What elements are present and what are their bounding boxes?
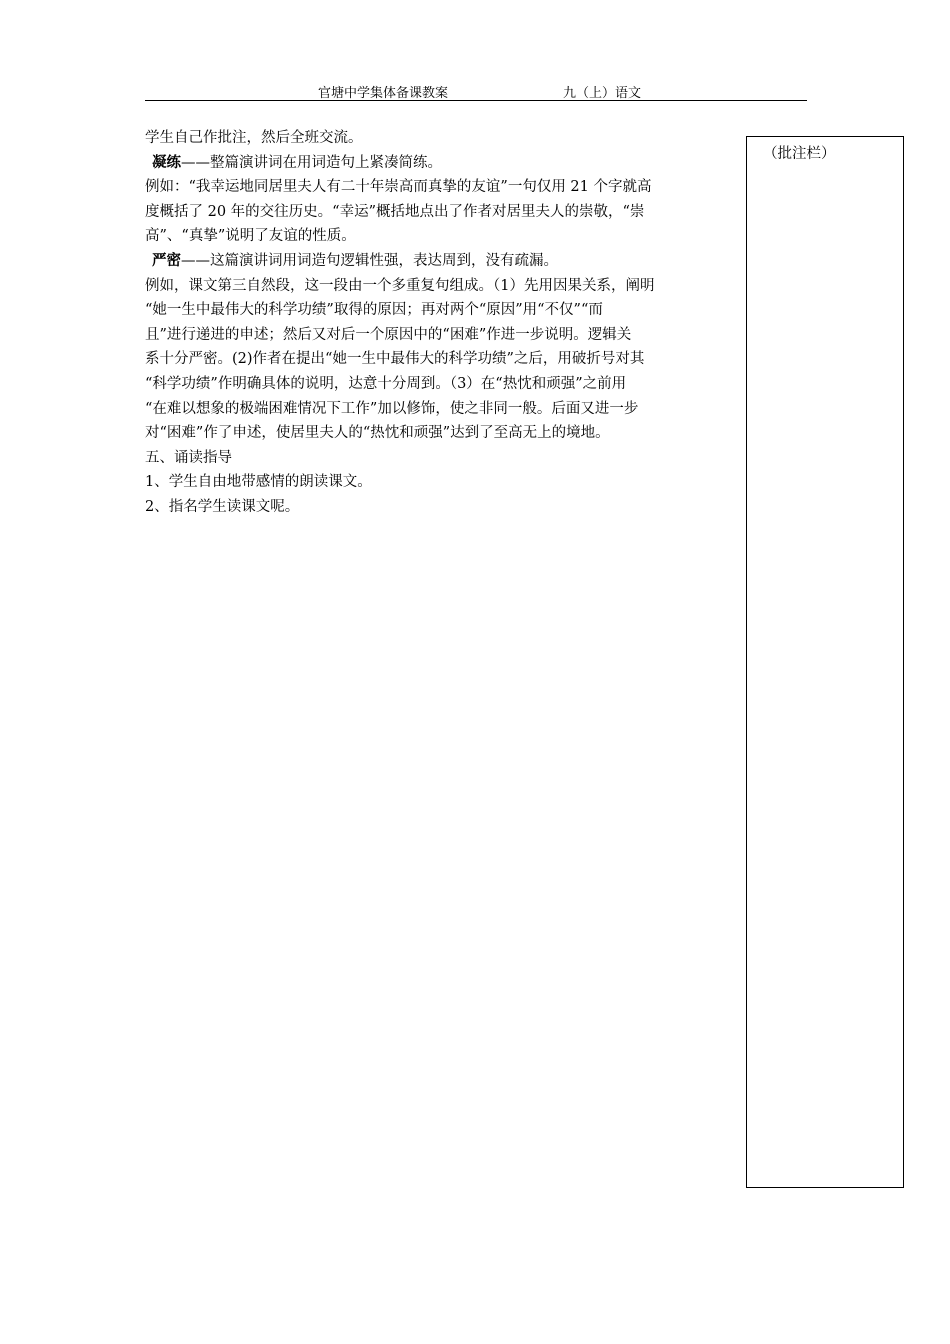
page-header [145, 80, 807, 101]
text-line: 系十分严密。(2)作者在提出“她一生中最伟大的科学功绩”之后，用破折号对其 [145, 351, 645, 368]
text-line: 例如：“我幸运地同居里夫人有二十年崇高而真挚的友谊”一句仅用 21 个字就高 [145, 179, 652, 196]
annotation-column-title: （批注栏） [763, 146, 836, 162]
list-item: 1、学生自由地带感情的朗读课文。 [145, 474, 372, 491]
ninglian-keyword: 凝练 [152, 153, 181, 171]
text-line: 学生自己作批注，然后全班交流。 [145, 130, 363, 146]
school-title: 官塘中学集体备课教案 [318, 86, 449, 101]
yanmi-paragraph [145, 249, 745, 274]
text-line: 度概括了 20 年的交往历史。“幸运”概括地点出了作者对居里夫人的崇敬，“崇 [145, 203, 645, 220]
yanmi-keyword: 严密 [152, 251, 181, 269]
list-item: 2、指名学生读课文呢。 [145, 498, 300, 515]
section-heading: 五、诵读指导 [145, 449, 232, 466]
text-line: “科学功绩”作明确具体的说明，达意十分周到。（3）在“热忱和顽强”之前用 [145, 375, 627, 392]
text-line: 对“困难”作了申述，使居里夫人的“热忱和顽强”达到了至高无上的境地。 [145, 425, 610, 442]
text-line: 高”、“真挚”说明了友谊的性质。 [145, 228, 356, 245]
text-line: 且”进行递进的申述；然后又对后一个原因中的“困难”作进一步说明。逻辑关 [145, 326, 632, 343]
course-title: 九（上）语文 [563, 86, 642, 101]
yanmi-text: ——这篇演讲词用词造句逻辑性强，表达周到，没有疏漏。 [181, 252, 558, 269]
ninglian-paragraph [145, 151, 745, 176]
text-line: “她一生中最伟大的科学功绩”取得的原因；再对两个“原因”用“不仅”“而 [145, 302, 603, 319]
annotation-column [746, 136, 904, 1188]
ninglian-text: ——整篇演讲词在用词造句上紧凑简练。 [181, 154, 442, 171]
text-line: 例如，课文第三自然段，这一段由一个多重复句组成。（1）先用因果关系，阐明 [145, 277, 655, 294]
text-line: “在难以想象的极端困难情况下工作”加以修饰，使之非同一般。后面又进一步 [145, 400, 639, 417]
lesson-content [145, 126, 745, 520]
